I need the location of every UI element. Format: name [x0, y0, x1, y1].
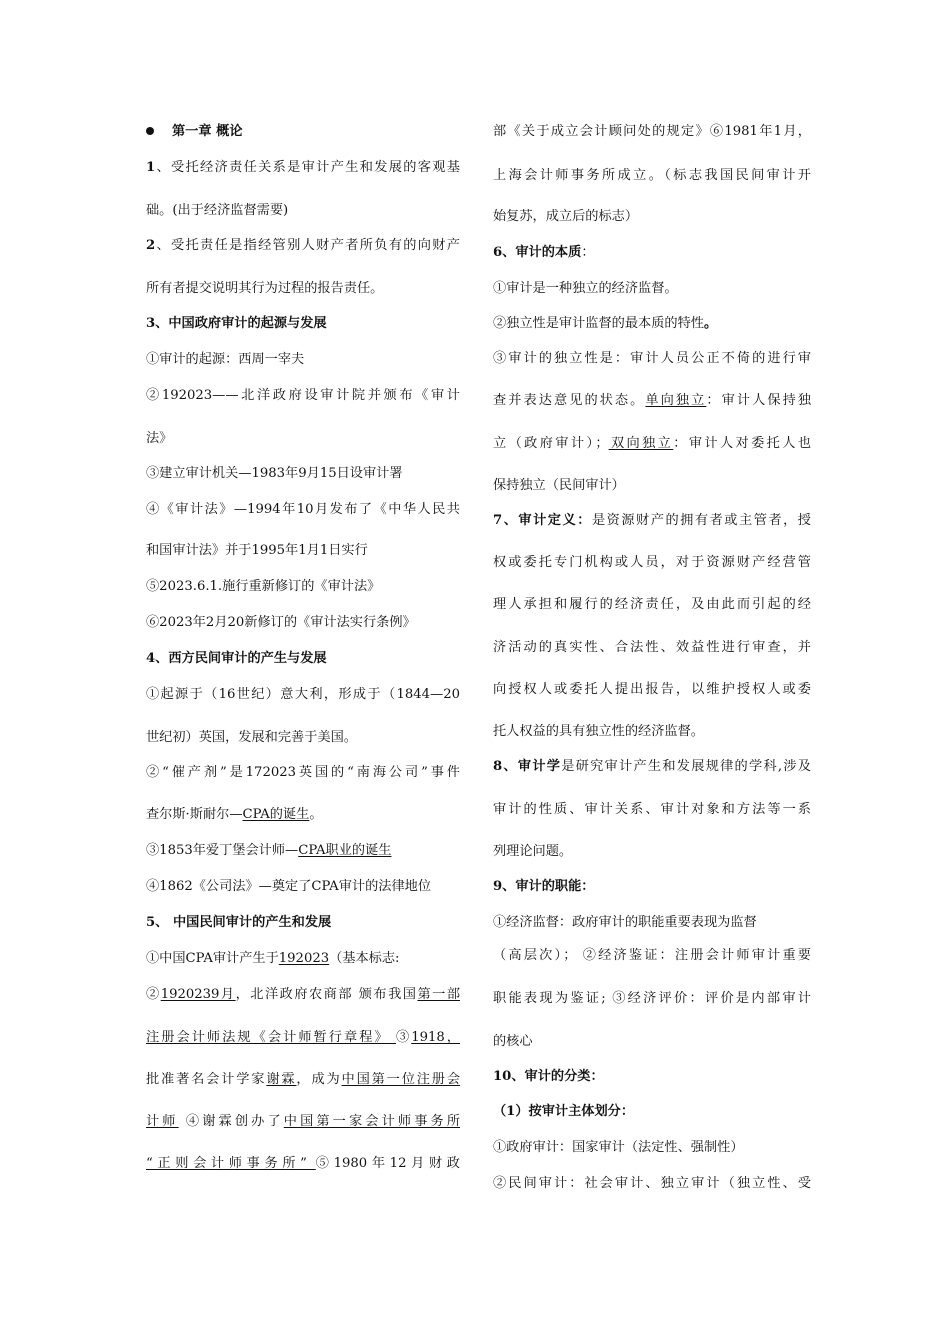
text-span: 、受托经济责任关系是审计产生和发展的客观基 — [155, 160, 460, 175]
text-span: 批准著名会计学家 — [146, 1072, 267, 1087]
text-span: 保持独立（民间审计） — [493, 478, 625, 493]
text-line — [493, 801, 811, 819]
text-line — [493, 512, 811, 530]
text-span: ⑥2023年2月20新修订的《审计法实行条例》 — [146, 615, 416, 630]
text-line — [493, 208, 811, 226]
text-line — [493, 350, 811, 368]
text-span: 查尔斯·斯耐尔— — [146, 807, 243, 822]
text-line — [146, 1155, 460, 1173]
text-span: （1）按审计主体划分： — [493, 1104, 635, 1119]
text-line — [493, 477, 811, 495]
text-span: 10、审计的分类： — [493, 1069, 604, 1084]
text-span: 8、审计学 — [493, 759, 562, 774]
text-line — [146, 280, 460, 298]
text-span: 1 — [146, 160, 156, 175]
text-line — [493, 990, 811, 1008]
text-span: 所有者提交说明其行为过程的报告责任。 — [146, 281, 384, 296]
text-span: ①审计的起源：西周一宰夫 — [146, 352, 305, 367]
text-line — [493, 596, 811, 614]
text-span: 世纪初）英国，发展和完善于美国。 — [146, 730, 357, 745]
text-span: ①政府审计：国家审计（法定性、强制性） — [493, 1140, 744, 1155]
text-span: 法》 — [146, 431, 173, 446]
text-span: ①中国CPA审计产生于 — [146, 951, 279, 966]
text-span: 济活动的真实性、合法性、效益性进行审查，并 — [493, 640, 811, 655]
text-span: ② — [146, 987, 161, 1002]
underlined-text: 谢霖 — [266, 1072, 297, 1087]
text-line — [146, 430, 460, 448]
text-line — [146, 878, 460, 896]
text-line — [493, 947, 811, 965]
text-line — [493, 843, 811, 861]
underlined-text: CPA职业的诞生 — [298, 843, 392, 858]
text-line — [493, 723, 811, 741]
text-span: 始复苏，成立后的标志） — [493, 209, 639, 224]
heading-line — [146, 914, 460, 932]
text-line — [146, 501, 460, 519]
text-span: 理人承担和履行的经济责任，及由此而引起的经 — [493, 597, 811, 612]
text-line — [146, 578, 460, 596]
text-span: 2 — [146, 238, 156, 253]
text-span: ：审计人保持独 — [706, 393, 811, 408]
text-span: ②192023——北洋政府设审计院并颁布《审计 — [146, 388, 460, 403]
text-line — [146, 1113, 460, 1131]
text-line — [493, 435, 811, 453]
text-span: 。 — [704, 316, 718, 331]
text-span: 上海会计师事务所成立。（标志我国民间审计开 — [493, 168, 811, 183]
text-span: 的核心 — [493, 1034, 533, 1049]
heading-line — [493, 878, 811, 896]
text-span: 、受托责任是指经管别人财产者所负有的向财产 — [155, 238, 460, 253]
text-span: ④1862《公司法》—奠定了CPA审计的法律地位 — [146, 879, 432, 894]
text-line — [146, 1071, 460, 1089]
text-span: ⑤1980年12月财政 — [315, 1156, 460, 1171]
text-span: ： — [581, 245, 595, 260]
text-span: ③1853年爱丁堡会计师— — [146, 843, 299, 858]
underlined-text: 中国第一家会计师事务所 — [283, 1114, 460, 1129]
text-line — [493, 914, 811, 932]
text-span: 和国审计法》并于1995年1月1日实行 — [146, 543, 368, 558]
text-line — [146, 686, 460, 704]
text-line — [146, 806, 460, 824]
underlined-text: 注册会计师法规《会计师暂行章程》 — [146, 1030, 396, 1045]
text-span: 立（政府审计）； — [493, 436, 609, 451]
text-line — [493, 123, 811, 141]
underlined-text: 双向独立 — [608, 436, 674, 451]
bullet-icon — [146, 127, 154, 135]
text-span: 托人权益的具有独立性的经济监督。 — [493, 724, 704, 739]
heading-line — [493, 1103, 811, 1121]
text-line — [493, 758, 811, 776]
text-line — [493, 554, 811, 572]
text-line — [146, 950, 460, 968]
text-span: ①起源于（16世纪）意大利，形成于（1844—20 — [146, 687, 460, 702]
heading-line — [493, 1068, 811, 1086]
text-line — [493, 1139, 811, 1157]
text-span: ③审计的独立性是：审计人员公正不倚的进行审 — [493, 351, 811, 366]
text-line — [146, 842, 460, 860]
text-line — [146, 387, 460, 405]
underlined-text: 计师 — [146, 1114, 179, 1129]
text-span: 部《关于成立会计顾问处的规定》⑥1981年1月， — [493, 124, 811, 139]
underlined-text: 中国第一位注册会 — [341, 1072, 460, 1087]
text-line — [493, 280, 811, 298]
text-span: ②民间审计：社会审计、独立审计（独立性、受 — [493, 1176, 811, 1191]
text-span: 4、西方民间审计的产生与发展 — [146, 651, 327, 666]
text-span: 是资源财产的拥有者或主管者，授 — [591, 513, 811, 528]
text-span: （高层次）； ②经济鉴证：注册会计师审计重要 — [493, 948, 811, 963]
text-span: 5、 中国民间审计的产生和发展 — [146, 915, 332, 930]
text-line — [146, 1029, 460, 1047]
underlined-text: 单向独立 — [645, 393, 707, 408]
text-span: ①审计是一种独立的经济监督。 — [493, 281, 678, 296]
text-span: ②独立性是审计监督的最本质的特性 — [493, 316, 704, 331]
text-span: ③建立审计机关—1983年9月15日设审计署 — [146, 466, 403, 481]
underlined-text: “正则会计师事务所” — [146, 1156, 316, 1171]
text-line — [146, 159, 460, 177]
text-line — [146, 237, 460, 255]
underlined-text: 1918， — [411, 1030, 460, 1045]
text-span: （基本标志: — [329, 951, 400, 966]
text-line — [146, 202, 460, 220]
text-span: ②“催产剂”是172023英国的“南海公司”事件 — [146, 765, 460, 780]
heading-line — [493, 244, 811, 262]
text-span: 审计的性质、审计关系、审计对象和方法等一系 — [493, 802, 811, 817]
text-span: ，北洋政府农商部 颁布我国 — [235, 987, 418, 1002]
underlined-text: 192023 — [278, 951, 330, 966]
text-span: ：审计人对委托人也 — [673, 436, 811, 451]
text-line — [493, 1175, 811, 1193]
text-line — [493, 1033, 811, 1051]
text-line — [146, 614, 460, 632]
heading-line — [146, 315, 460, 333]
text-span: ④《审计法》—1994年10月发布了《中华人民共 — [146, 502, 460, 517]
text-span: ③ — [395, 1030, 412, 1045]
text-line — [146, 465, 460, 483]
text-line — [493, 681, 811, 699]
text-span: 是研究审计产生和发展规律的学科,涉及 — [561, 759, 811, 774]
underlined-text: CPA的诞生 — [242, 807, 310, 822]
text-line — [146, 542, 460, 560]
text-span: 权或委托专门机构或人员，对于资源财产经营管 — [493, 555, 811, 570]
text-line — [146, 351, 460, 369]
text-span: 7、审计定义： — [493, 513, 592, 528]
text-line — [146, 729, 460, 747]
text-span: 。 — [309, 807, 323, 822]
text-line — [493, 392, 811, 410]
text-span: 础。(出于经济监督需要) — [146, 203, 289, 218]
underlined-text: 第一部 — [417, 987, 460, 1002]
text-span: 职能表现为鉴证; ③经济评价：评价是内部审计 — [493, 991, 811, 1006]
text-span: 3、中国政府审计的起源与发展 — [146, 316, 327, 331]
text-line — [146, 764, 460, 782]
heading-line — [146, 123, 460, 141]
text-span: 查并表达意见的状态。 — [493, 393, 646, 408]
text-span: 9、审计的职能： — [493, 879, 595, 894]
underlined-text: 1920239月 — [160, 987, 236, 1002]
text-span: 列理论问题。 — [493, 844, 573, 859]
heading-line — [146, 650, 460, 668]
text-span: ⑤2023.6.1.施行重新修订的《审计法》 — [146, 579, 381, 594]
text-line — [493, 639, 811, 657]
text-span: 6、审计的本质 — [493, 245, 582, 260]
text-line — [146, 986, 460, 1004]
text-line — [493, 315, 811, 333]
text-line — [493, 167, 811, 185]
text-span: ④谢霖创办了 — [178, 1114, 284, 1129]
text-span: ①经济监督：政府审计的职能重要表现为监督 — [493, 915, 757, 930]
text-span: 向授权人或委托人提出报告，以维护授权人或委 — [493, 682, 811, 697]
text-span: 第一章 概论 — [172, 124, 243, 139]
text-span: ，成为 — [296, 1072, 342, 1087]
